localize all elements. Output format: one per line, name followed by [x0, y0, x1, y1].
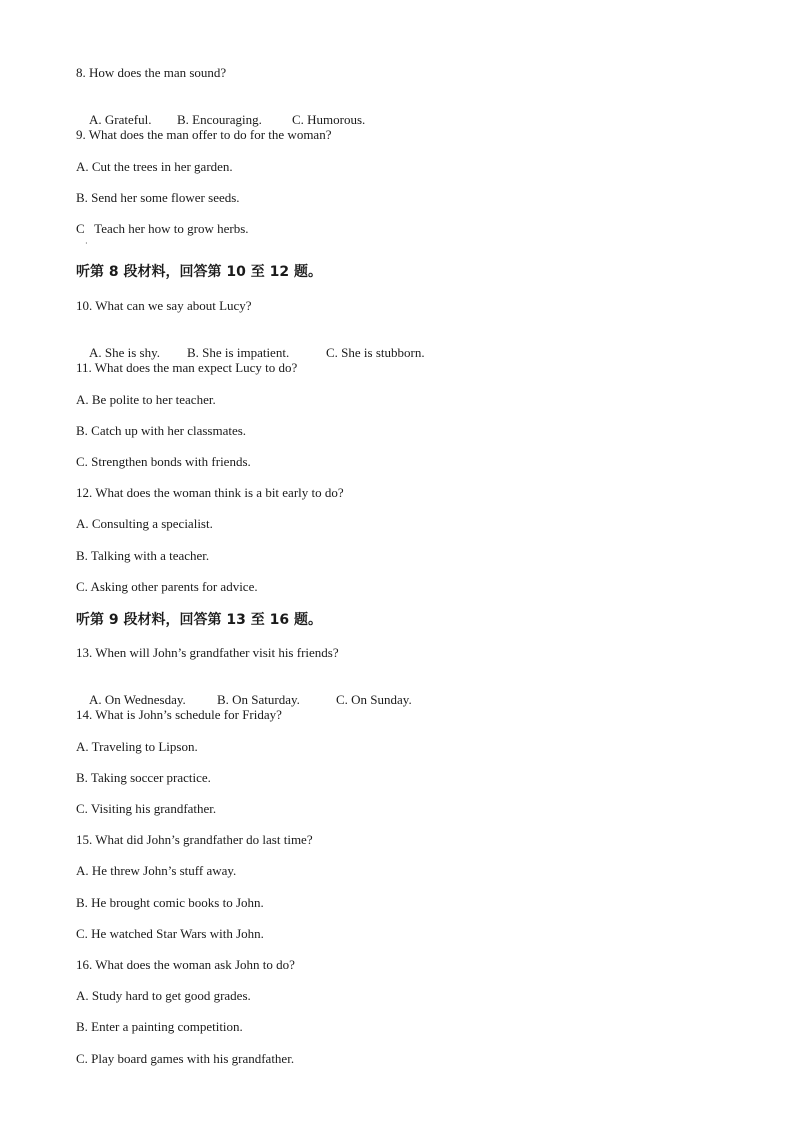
option-c: C. Strengthen bonds with friends. [76, 454, 251, 469]
question-16: 16. What does the woman ask John to do? [76, 957, 295, 972]
question-12: 12. What does the woman think is a bit early to do? [76, 485, 344, 500]
option-b: B. Send her some flower seeds. [76, 190, 240, 205]
question-14: 14. What is John’s schedule for Friday? [76, 707, 282, 722]
option-c: C Teach her how to grow herbs. [76, 221, 249, 236]
option-a: A. On Wednesday. [89, 692, 186, 707]
option-c: C. Asking other parents for advice. [76, 579, 258, 594]
option-a: A. He threw John’s stuff away. [76, 863, 237, 878]
question-8: 8. How does the man sound? [76, 65, 227, 80]
question-13: 13. When will John’s grandfather visit his friends? [76, 645, 339, 660]
option-a: A. Grateful. [89, 112, 152, 127]
option-a: A. She is shy. [89, 345, 161, 360]
section-heading-8: 听第 8 段材料，回答第 10 至 12 题。 [76, 264, 322, 280]
option-a: A. Study hard to get good grades. [76, 988, 251, 1003]
section-heading-9: 听第 9 段材料，回答第 13 至 16 题。 [76, 612, 322, 628]
option-b: B. On Saturday. [217, 692, 300, 707]
option-b: B. Enter a painting competition. [76, 1019, 243, 1034]
option-c: C. She is stubborn. [326, 345, 425, 360]
question-10: 10. What can we say about Lucy? [76, 298, 252, 313]
option-c: C. Visiting his grandfather. [76, 801, 217, 816]
option-b: B. She is impatient. [187, 345, 290, 360]
question-15: 15. What did John’s grandfather do last time? [76, 832, 313, 847]
option-a: A. Cut the trees in her garden. [76, 159, 233, 174]
option-b: B. Taking soccer practice. [76, 770, 211, 785]
option-c: C. On Sunday. [336, 692, 412, 707]
option-a: A. Traveling to Lipson. [76, 739, 198, 754]
option-a: A. Consulting a specialist. [76, 516, 213, 531]
option-c: C. He watched Star Wars with John. [76, 926, 264, 941]
option-b: B. He brought comic books to John. [76, 895, 264, 910]
option-c: C. Play board games with his grandfather. [76, 1051, 295, 1066]
option-c: C. Humorous. [292, 112, 366, 127]
option-b: B. Catch up with her classmates. [76, 423, 247, 438]
option-b: B. Encouraging. [177, 112, 262, 127]
option-b: B. Talking with a teacher. [76, 548, 210, 563]
question-9: 9. What does the man offer to do for the woman? [76, 127, 332, 142]
option-a: A. Be polite to her teacher. [76, 392, 216, 407]
stray-dot: · [85, 239, 88, 248]
question-11: 11. What does the man expect Lucy to do? [76, 360, 298, 375]
